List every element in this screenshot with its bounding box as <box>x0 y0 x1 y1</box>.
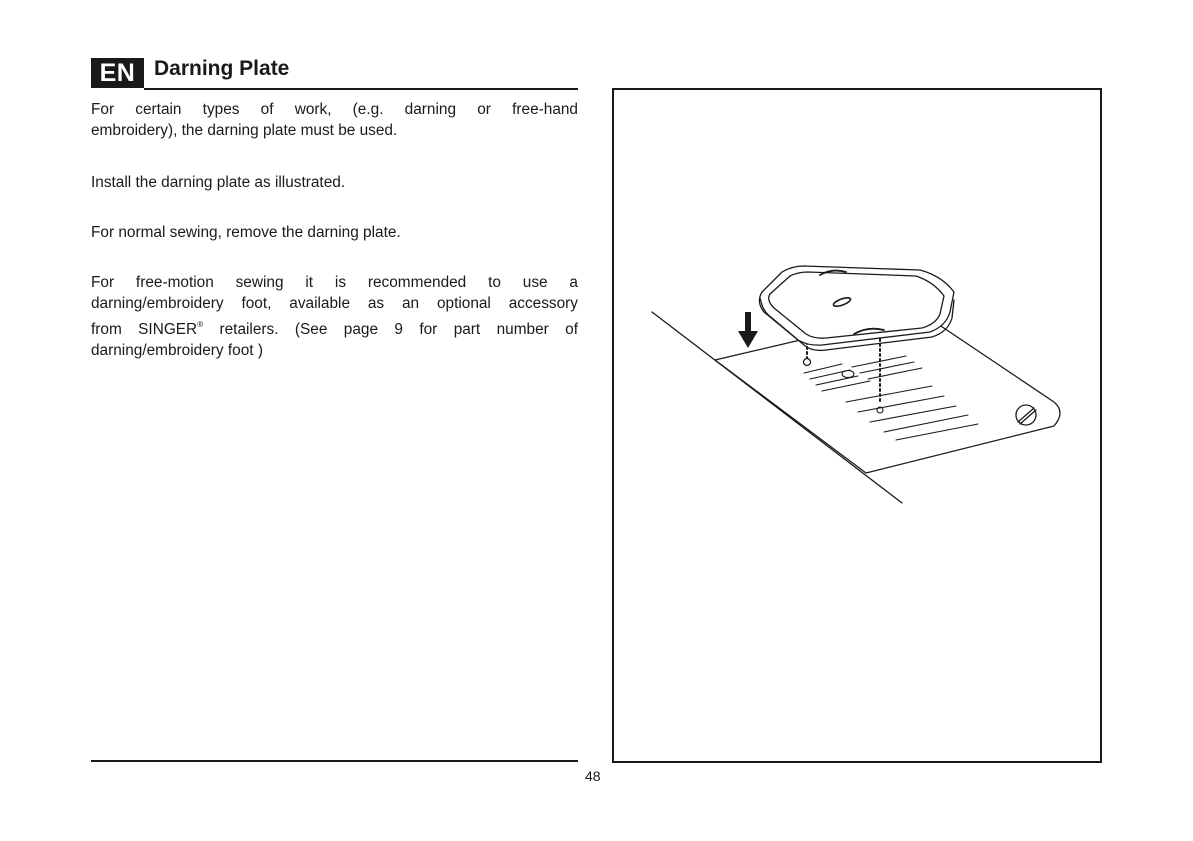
paragraph-free-motion-line-1: For free-motion sewing it is recommended to use a <box>91 274 578 291</box>
line-3-rest: retailers. (See page 9 for part number of <box>203 321 578 338</box>
brand-text: from SINGER <box>91 321 198 338</box>
screw-icon <box>1016 405 1036 425</box>
paragraph-remove: For normal sewing, remove the darning plate. <box>91 224 401 241</box>
illustration-frame <box>612 88 1102 763</box>
darning-plate-illustration <box>614 90 1100 761</box>
guide-hole-left <box>804 359 811 366</box>
darning-plate <box>759 266 954 350</box>
registered-mark: ® <box>197 320 204 329</box>
page-number: 48 <box>585 768 601 784</box>
paragraph-free-motion <box>91 272 578 361</box>
footer-rule <box>91 760 578 762</box>
page-title: Darning Plate <box>154 57 290 80</box>
paragraph-free-motion-line-3 <box>91 314 578 340</box>
header-rule <box>144 88 578 90</box>
paragraph-usage <box>91 99 578 141</box>
language-badge: EN <box>91 58 144 88</box>
section-header <box>91 58 578 90</box>
paragraph-install: Install the darning plate as illustrated. <box>91 174 346 191</box>
paragraph-usage-line-2: embroidery), the darning plate must be used. <box>91 122 398 139</box>
paragraph-free-motion-line-4: darning/embroidery foot ) <box>91 342 263 359</box>
down-arrow-icon <box>738 312 758 348</box>
paragraph-free-motion-line-2: darning/embroidery foot, available as an optional accessory <box>91 295 578 312</box>
paragraph-usage-line-1: For certain types of work, (e.g. darning or free-hand <box>91 101 578 118</box>
